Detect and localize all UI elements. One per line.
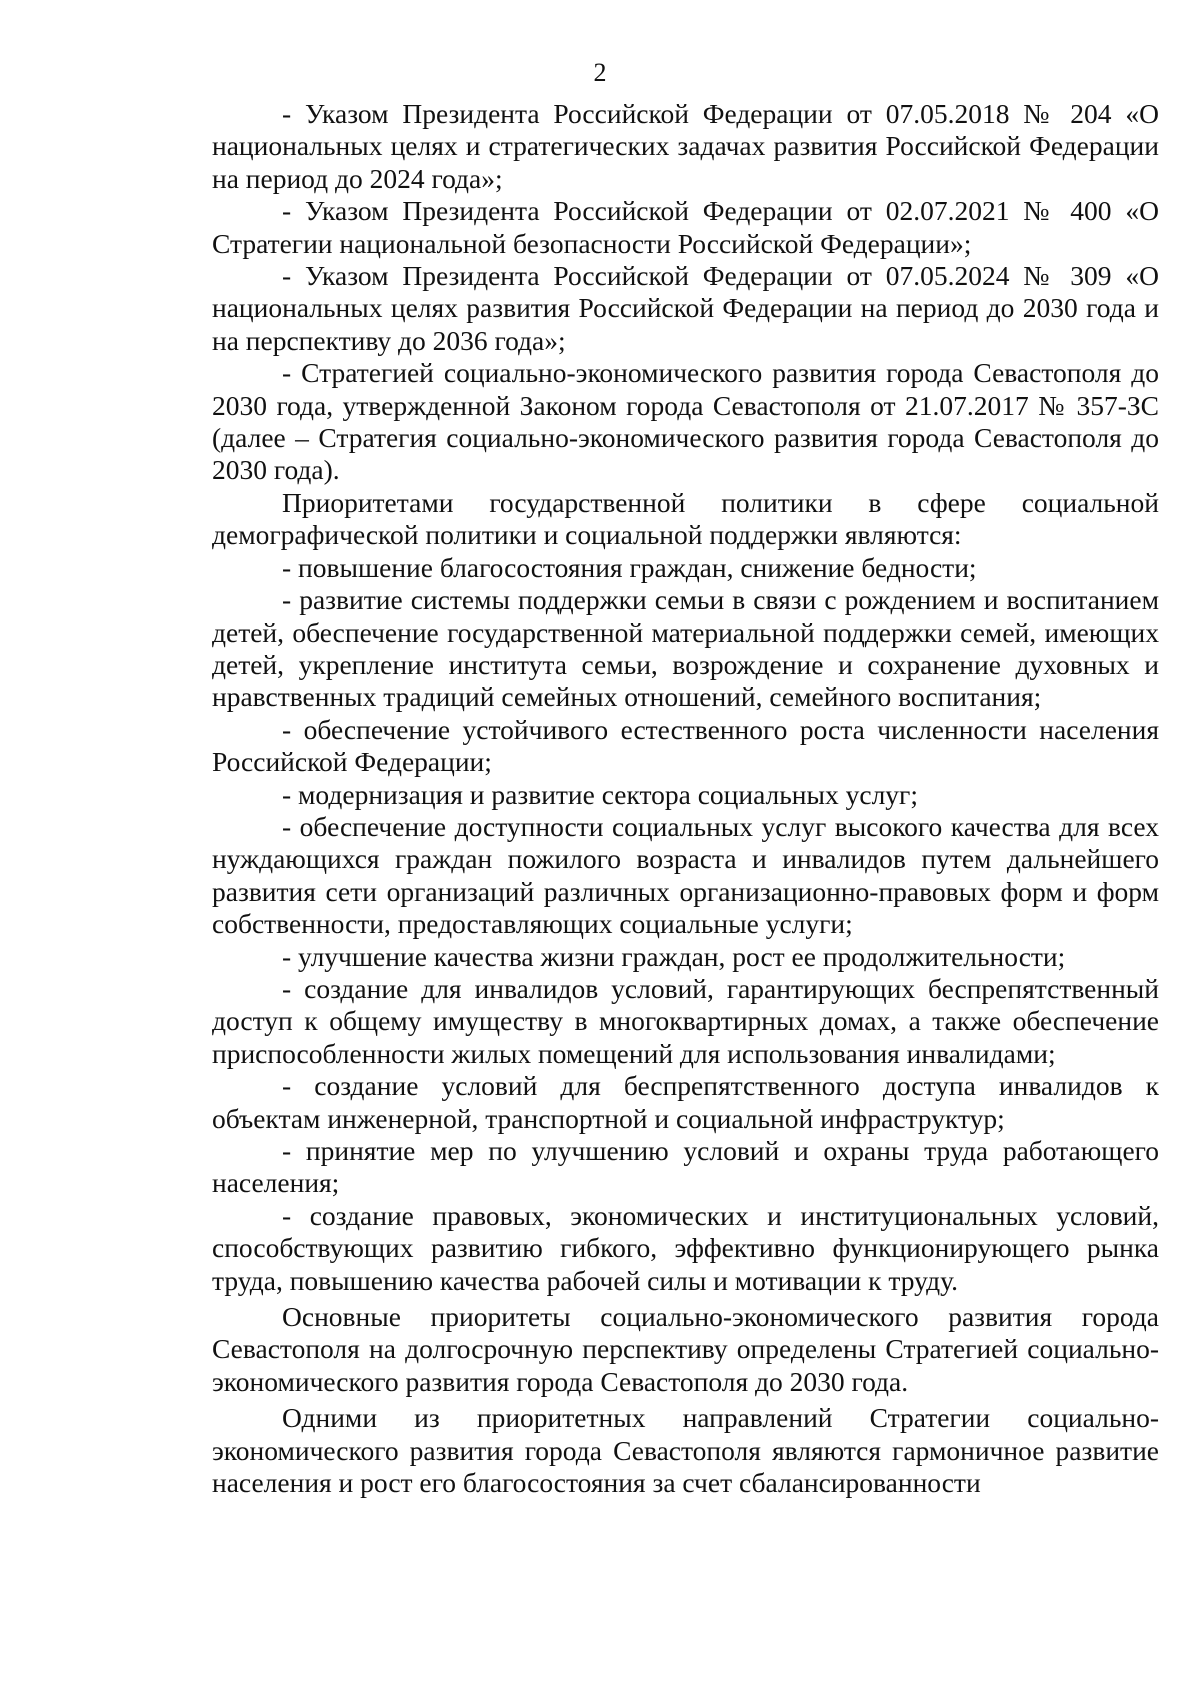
document-body: [212, 98, 1159, 1499]
list-item-labor-protection: - принятие мер по улучшению условий и охраны труда работающего населения;: [212, 1135, 1159, 1199]
paragraph-decree-2024: - Указом Президента Российской Федерации от 07.05.2024 № 309 «О национальных целях развития Российской Федерации на период до 2030 года и на перспективу до 2036 года»;: [212, 260, 1159, 356]
list-item-housing-accessibility: - создание для инвалидов условий, гарантирующих беспрепятственный доступ к общему имуществу в многоквартирных домах, а также обеспечение приспособленности жилых помещений для использования инвалидами;: [212, 972, 1159, 1069]
paragraph-priority-directions: Одними из приоритетных направлений Стратегии социально-экономического развития города Севастополя являются гармоничное развитие населения и рост его благосостояния за счет сбалансированности: [212, 1402, 1159, 1499]
list-item-family-support: - развитие системы поддержки семьи в связи с рождением и воспитанием детей, обеспечение государственной материальной поддержки семей, имеющих детей, укрепление института семьи, возрождение и сохранение духовных и нравственных традиций семейных отношений, семейного воспитания;: [212, 584, 1159, 713]
list-item-infrastructure-accessibility: - создание условий для беспрепятственного доступа инвалидов к объектам инженерной, транспортной и социальной инфраструктур;: [212, 1070, 1159, 1134]
list-item-labor-market: - создание правовых, экономических и институциональных условий, способствующих развитию гибкого, эффективно функционирующего рынка труда, повышению качества рабочей силы и мотивации к труду.: [212, 1199, 1159, 1296]
list-item-social-services-modernization: - модернизация и развитие сектора социальных услуг;: [282, 778, 918, 810]
paragraph-priorities-intro: Приоритетами государственной политики в сфере социальной демографической политики и социальной поддержки являются:: [212, 486, 1159, 551]
page-number: 2: [593, 58, 607, 87]
list-item-population-growth: - обеспечение устойчивого естественного роста численности населения Российской Федерации;: [212, 713, 1159, 778]
paragraph-strategy-2030: - Стратегией социально-экономического развития города Севастополя до 2030 года, утвержденной Законом города Севастополя от 21.07.2017 № 357-ЗС (далее – Стратегия социально-экономического развития города Севастополя до 2030 года).: [212, 357, 1159, 486]
paragraph-decree-2021: - Указом Президента Российской Федерации от 02.07.2021 № 400 «О Стратегии национальной безопасности Российской Федерации»;: [212, 195, 1159, 259]
paragraph-main-priorities: Основные приоритеты социально-экономического развития города Севастополя на долгосрочную перспективу определены Стратегией социально-экономического развития города Севастополя до 2030 года.: [212, 1301, 1159, 1397]
list-item-quality-of-life: - улучшение качества жизни граждан, рост ее продолжительности;: [282, 940, 1066, 972]
list-item-social-services-access: - обеспечение доступности социальных услуг высокого качества для всех нуждающихся граждан пожилого возраста и инвалидов путем дальнейшего развития сети организаций различных организационно-правовых форм и форм собственности, предоставляющих социальные услуги;: [212, 810, 1159, 940]
paragraph-decree-2018: - Указом Президента Российской Федерации от 07.05.2018 № 204 «О национальных целях и стратегических задачах развития Российской Федерации на период до 2024 года»;: [212, 98, 1159, 194]
list-item-wellbeing: - повышение благосостояния граждан, снижение бедности;: [282, 551, 977, 583]
